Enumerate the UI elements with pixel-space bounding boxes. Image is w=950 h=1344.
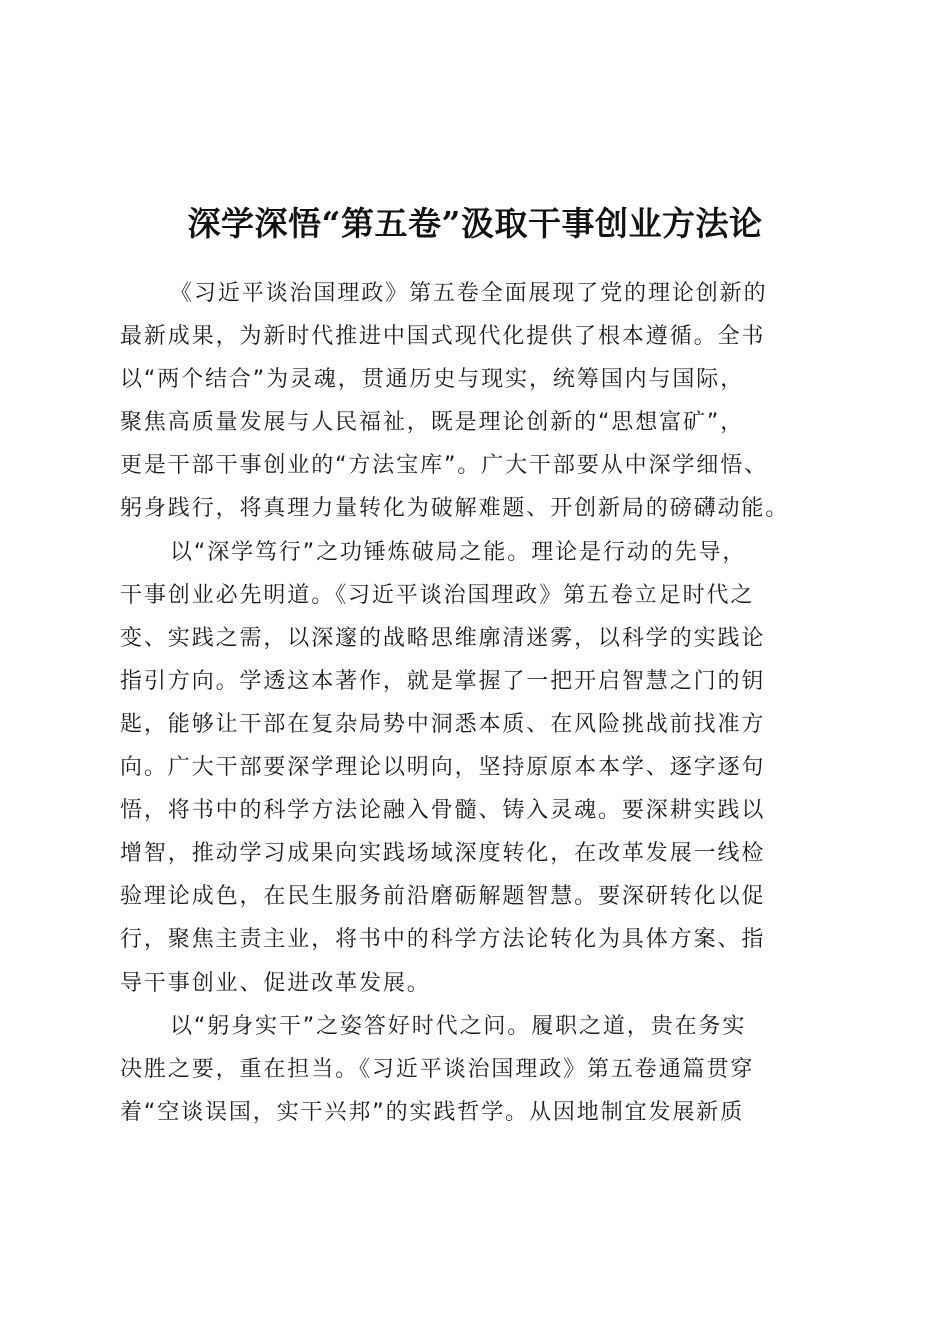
paragraph-3-line: 着“空谈误国，实干兴邦”的实践哲学。从因地制宜发展新质	[120, 1099, 745, 1125]
paragraph-1-line: 最新成果，为新时代推进中国式现代化提供了根本遵循。全书	[120, 324, 766, 350]
paragraph-2-line: 行，聚焦主责主业，将书中的科学方法论转化为具体方案、指	[120, 927, 766, 953]
paragraph-2-line: 悟，将书中的科学方法论融入骨髓、铸入灵魂。要深耕实践以	[120, 798, 766, 824]
paragraph-1-line: 躬身践行，将真理力量转化为破解难题、开创新局的磅礴动能。	[120, 496, 790, 522]
paragraph-2-line: 导干事创业、促进改革发展。	[120, 970, 431, 996]
paragraph-2-line: 向。广大干部要深学理论以明向，坚持原原本本学、逐字逐句	[120, 755, 766, 781]
paragraph-2-line: 匙，能够让干部在复杂局势中洞悉本质、在风险挑战前找准方	[120, 711, 766, 737]
paragraph-2-line: 指引方向。学透这本著作，就是掌握了一把开启智慧之门的钥	[120, 668, 766, 694]
paragraph-1-line: 聚焦高质量发展与人民福祉，既是理论创新的“思想富矿”，	[120, 410, 745, 436]
paragraph-1-line: 以“两个结合”为灵魂，贯通历史与现实，统筹国内与国际，	[120, 367, 745, 393]
document-title: 深学深悟“第五卷”汲取干事创业方法论	[187, 204, 763, 244]
paragraph-2-line: 以“深学笃行”之功锤炼破局之能。理论是行动的先导，	[170, 539, 747, 565]
document-body	[120, 272, 840, 1134]
paragraph-2-line: 变、实践之需，以深邃的战略思维廓清迷雾，以科学的实践论	[120, 625, 766, 651]
paragraph-1-line: 《习近平谈治国理政》第五卷全面展现了党的理论创新的	[170, 281, 768, 306]
paragraph-2-line: 干事创业必先明道。《习近平谈治国理政》第五卷立足时代之	[120, 582, 755, 608]
paragraph-3-line: 以“躬身实干”之姿答好时代之问。履职之道，贵在务实	[170, 1013, 747, 1039]
paragraph-3-line: 决胜之要，重在担当。《习近平谈治国理政》第五卷通篇贯穿	[120, 1056, 755, 1082]
paragraph-2-line: 增智，推动学习成果向实践场域深度转化，在改革发展一线检	[120, 841, 766, 867]
paragraph-1-line: 更是干部干事创业的“方法宝库”。广大干部要从中深学细悟、	[120, 453, 768, 479]
paragraph-2-line: 验理论成色，在民生服务前沿磨砺解题智慧。要深研转化以促	[120, 884, 766, 910]
